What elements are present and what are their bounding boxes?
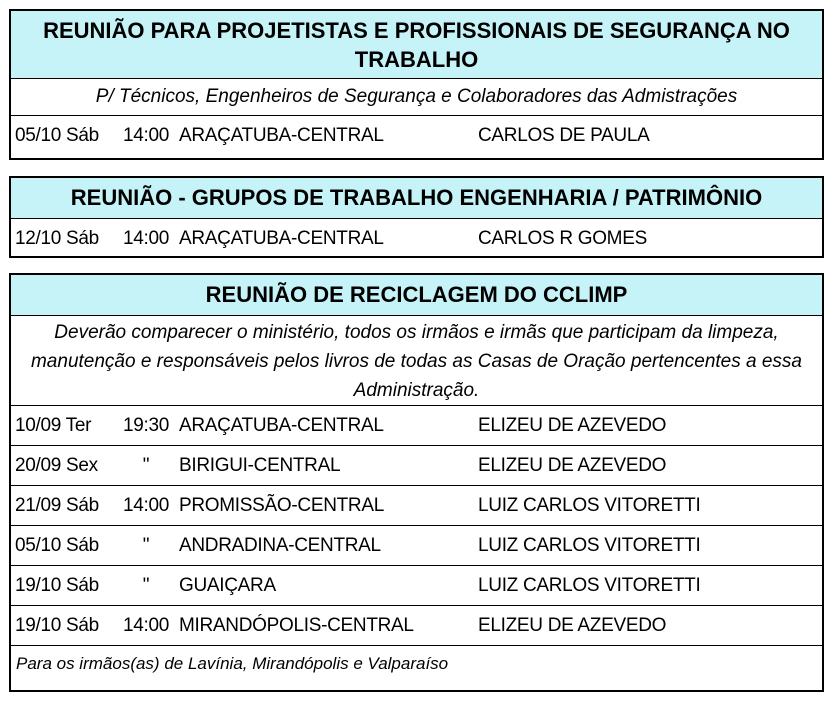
person-cell: ELIZEU DE AZEVEDO (478, 415, 667, 436)
time-cell: 14:00 (122, 495, 170, 516)
section-engineering-meeting (9, 176, 824, 258)
section-safety-meeting (9, 9, 824, 160)
schedule-row (11, 406, 822, 445)
schedule-row (11, 445, 822, 485)
place-cell: MIRANDÓPOLIS-CENTRAL (179, 615, 414, 636)
section-subtitle: Deverão comparecer o ministério, todos os irmãos e irmãs que participam da limpeza, manutenção e responsáveis pelos livros de todas as Casas de Oração pertencentes a essa Administração. (11, 316, 822, 406)
person-cell: CARLOS DE PAULA (478, 125, 650, 146)
time-cell: 14:00 (122, 615, 170, 636)
section-title: REUNIÃO PARA PROJETISTAS E PROFISSIONAIS DE SEGURANÇA NO TRABALHO (11, 11, 822, 79)
schedule-row (11, 565, 822, 605)
time-cell: " (142, 455, 150, 476)
place-cell: ARAÇATUBA-CENTRAL (179, 125, 384, 146)
person-cell: ELIZEU DE AZEVEDO (478, 615, 667, 636)
place-cell: BIRIGUI-CENTRAL (179, 455, 341, 476)
date-cell: 19/10 Sáb (15, 575, 99, 596)
section-subtitle: P/ Técnicos, Engenheiros de Segurança e Colaboradores das Admistrações (11, 79, 822, 116)
time-cell: " (142, 575, 150, 596)
time-cell: 19:30 (122, 415, 170, 436)
person-cell: ELIZEU DE AZEVEDO (478, 455, 667, 476)
date-cell: 19/10 Sáb (15, 615, 99, 636)
footnote: Para os irmãos(as) de Lavínia, Mirandópolis e Valparaíso (11, 645, 822, 682)
time-cell: " (142, 535, 150, 556)
place-cell: PROMISSÃO-CENTRAL (179, 495, 384, 516)
place-cell: GUAIÇARA (179, 575, 276, 596)
time-cell: 14:00 (122, 125, 170, 146)
section-title: REUNIÃO - GRUPOS DE TRABALHO ENGENHARIA / PATRIMÔNIO (11, 178, 822, 219)
date-cell: 05/10 Sáb (15, 125, 99, 146)
schedule-row (11, 525, 822, 565)
person-cell: LUIZ CARLOS VITORETTI (478, 575, 701, 596)
date-cell: 05/10 Sáb (15, 535, 99, 556)
date-cell: 21/09 Sáb (15, 495, 99, 516)
schedule-row (11, 116, 822, 155)
schedule-row (11, 219, 822, 258)
schedule-row (11, 605, 822, 645)
person-cell: LUIZ CARLOS VITORETTI (478, 495, 701, 516)
date-cell: 20/09 Sex (15, 455, 98, 476)
person-cell: CARLOS R GOMES (478, 228, 647, 249)
section-cclimp-meeting (9, 273, 824, 692)
place-cell: ARAÇATUBA-CENTRAL (179, 228, 384, 249)
schedule-row (11, 485, 822, 525)
date-cell: 12/10 Sáb (15, 228, 99, 249)
place-cell: ARAÇATUBA-CENTRAL (179, 415, 384, 436)
time-cell: 14:00 (122, 228, 170, 249)
place-cell: ANDRADINA-CENTRAL (179, 535, 381, 556)
section-title: REUNIÃO DE RECICLAGEM DO CCLIMP (11, 275, 822, 316)
date-cell: 10/09 Ter (15, 415, 92, 436)
person-cell: LUIZ CARLOS VITORETTI (478, 535, 701, 556)
